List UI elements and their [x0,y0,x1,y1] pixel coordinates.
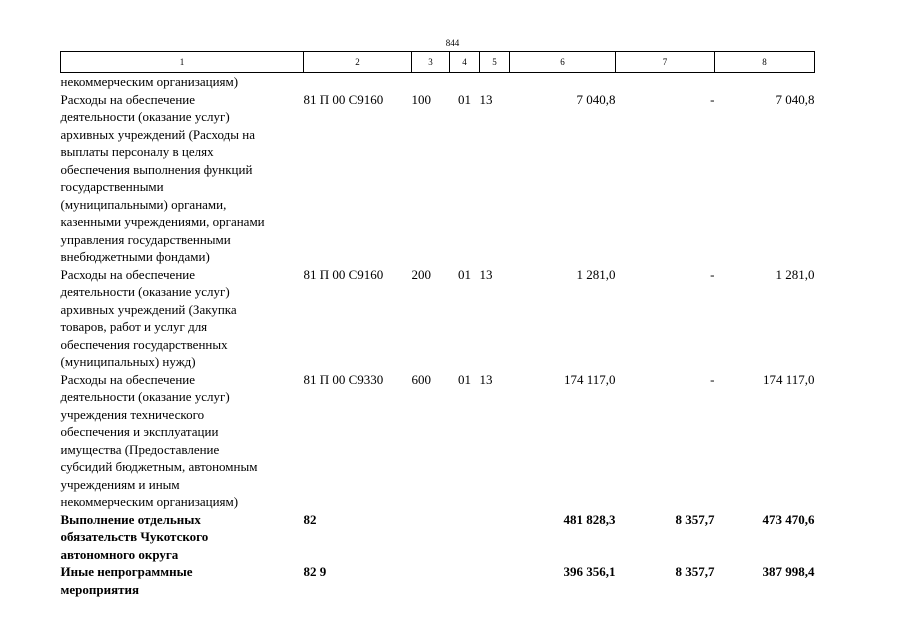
row-name-line: Расходы на обеспечение [60,371,196,387]
table-row [61,266,815,371]
row-name-line: обеспечения и эксплуатации [60,424,219,439]
header-col-1: 1 [61,52,304,73]
row-amount-total: 481 828,3 [563,511,616,527]
row-code: 81 П 00 С9160 [303,91,384,107]
header-col-8: 8 [715,52,815,73]
row-amount-total: 1 281,0 [576,266,616,282]
row-section: 01 [458,371,471,387]
row-subsection: 13 [479,371,493,387]
row-name-line: внебюджетными фондами) [60,249,210,264]
row-code: 81 П 00 С9160 [303,266,384,282]
row-name-line: архивных учреждений (Закупка [60,301,237,317]
row-amount-federal: 8 357,7 [675,511,715,527]
row-name-line: субсидий бюджетным, автономным [60,459,258,474]
row-section [450,511,480,564]
table-row [61,73,815,91]
row-subsection [480,511,510,564]
row-subsection: 13 [479,266,493,282]
row-name-line: автономного округа [60,546,179,562]
row-name-line: Выполнение отдельных [60,511,201,527]
row-subsection [480,73,510,91]
row-name-line: Расходы на обеспечение [60,91,196,107]
row-name-line: Расходы на обеспечение [60,266,196,282]
row-expense-type: 100 [411,91,431,107]
row-name-line: мероприятия [60,581,140,597]
row-name [61,266,304,371]
row-amount-federal [616,73,715,91]
header-col-6: 6 [510,52,616,73]
row-name-line: имущества (Предоставление [60,441,220,457]
row-amount-regional [715,73,815,91]
row-name-line: деятельности (оказание услуг) [60,109,230,124]
header-col-3: 3 [412,52,450,73]
table-row [61,563,815,598]
row-name-line: (муниципальных) нужд) [60,354,196,369]
row-code: 82 9 [303,564,327,579]
row-amount-regional: 387 998,4 [762,564,815,579]
row-name-line: казенными учреждениями, органами [60,214,265,229]
row-name-line: государственными [60,179,164,194]
row-subsection [480,563,510,598]
row-name [61,73,304,91]
row-amount-federal: 8 357,7 [675,564,715,579]
row-name [61,511,304,564]
row-expense-type: 200 [411,266,431,282]
row-name-line: деятельности (оказание услуг) [60,389,230,404]
row-amount-total [510,73,616,91]
row-expense-type [412,511,450,564]
header-col-5: 5 [480,52,510,73]
row-amount-total: 7 040,8 [576,91,616,107]
row-amount-total: 174 117,0 [563,371,616,387]
row-amount-total: 396 356,1 [563,564,616,579]
row-name-line: обеспечения выполнения функций [60,161,253,177]
header-row [61,52,815,73]
table-row [61,511,815,564]
row-expense-type: 600 [411,371,431,387]
header-col-4: 4 [450,52,480,73]
row-amount-regional: 1 281,0 [775,266,815,282]
row-code: 82 [303,511,317,527]
row-name [61,91,304,266]
row-name-line: архивных учреждений (Расходы на [60,126,255,142]
row-subsection: 13 [479,91,493,107]
row-amount-federal: - [710,371,715,387]
row-name-line: Иные непрограммные [60,564,193,579]
row-amount-regional: 473 470,6 [762,511,815,527]
row-name-line: учреждениям и иным [60,476,180,492]
row-name-line: обеспечения государственных [60,336,228,352]
row-amount-regional: 7 040,8 [775,91,815,107]
row-section: 01 [458,91,471,107]
row-amount-regional: 174 117,0 [762,371,815,387]
row-amount-federal: - [710,266,715,282]
row-name [61,371,304,511]
row-name-line: некоммерческим организациям) [60,494,239,509]
row-name-line: учреждения технического [60,406,205,422]
row-section: 01 [458,266,471,282]
table-row [61,371,815,511]
row-name-line: выплаты персоналу в целях [60,144,214,159]
row-code: 81 П 00 С9330 [303,371,384,387]
row-section [450,73,480,91]
row-expense-type [412,563,450,598]
page-number: 844 [445,38,460,48]
row-name-line: товаров, работ и услуг для [60,319,208,334]
row-section [450,563,480,598]
header-col-7: 7 [616,52,715,73]
table-body [61,73,815,599]
budget-table [60,51,815,598]
row-name-line: деятельности (оказание услуг) [60,284,230,299]
row-name [61,563,304,598]
table-row [61,91,815,266]
row-name-line: (муниципальными) органами, [60,196,227,212]
table-header [61,52,815,73]
row-name-line: некоммерческим организациям) [60,74,239,89]
row-expense-type [412,73,450,91]
row-amount-federal: - [710,91,715,107]
row-name-line: управления государственными [60,231,231,247]
row-code [304,73,412,91]
header-col-2: 2 [304,52,412,73]
row-name-line: обязательств Чукотского [60,529,209,544]
